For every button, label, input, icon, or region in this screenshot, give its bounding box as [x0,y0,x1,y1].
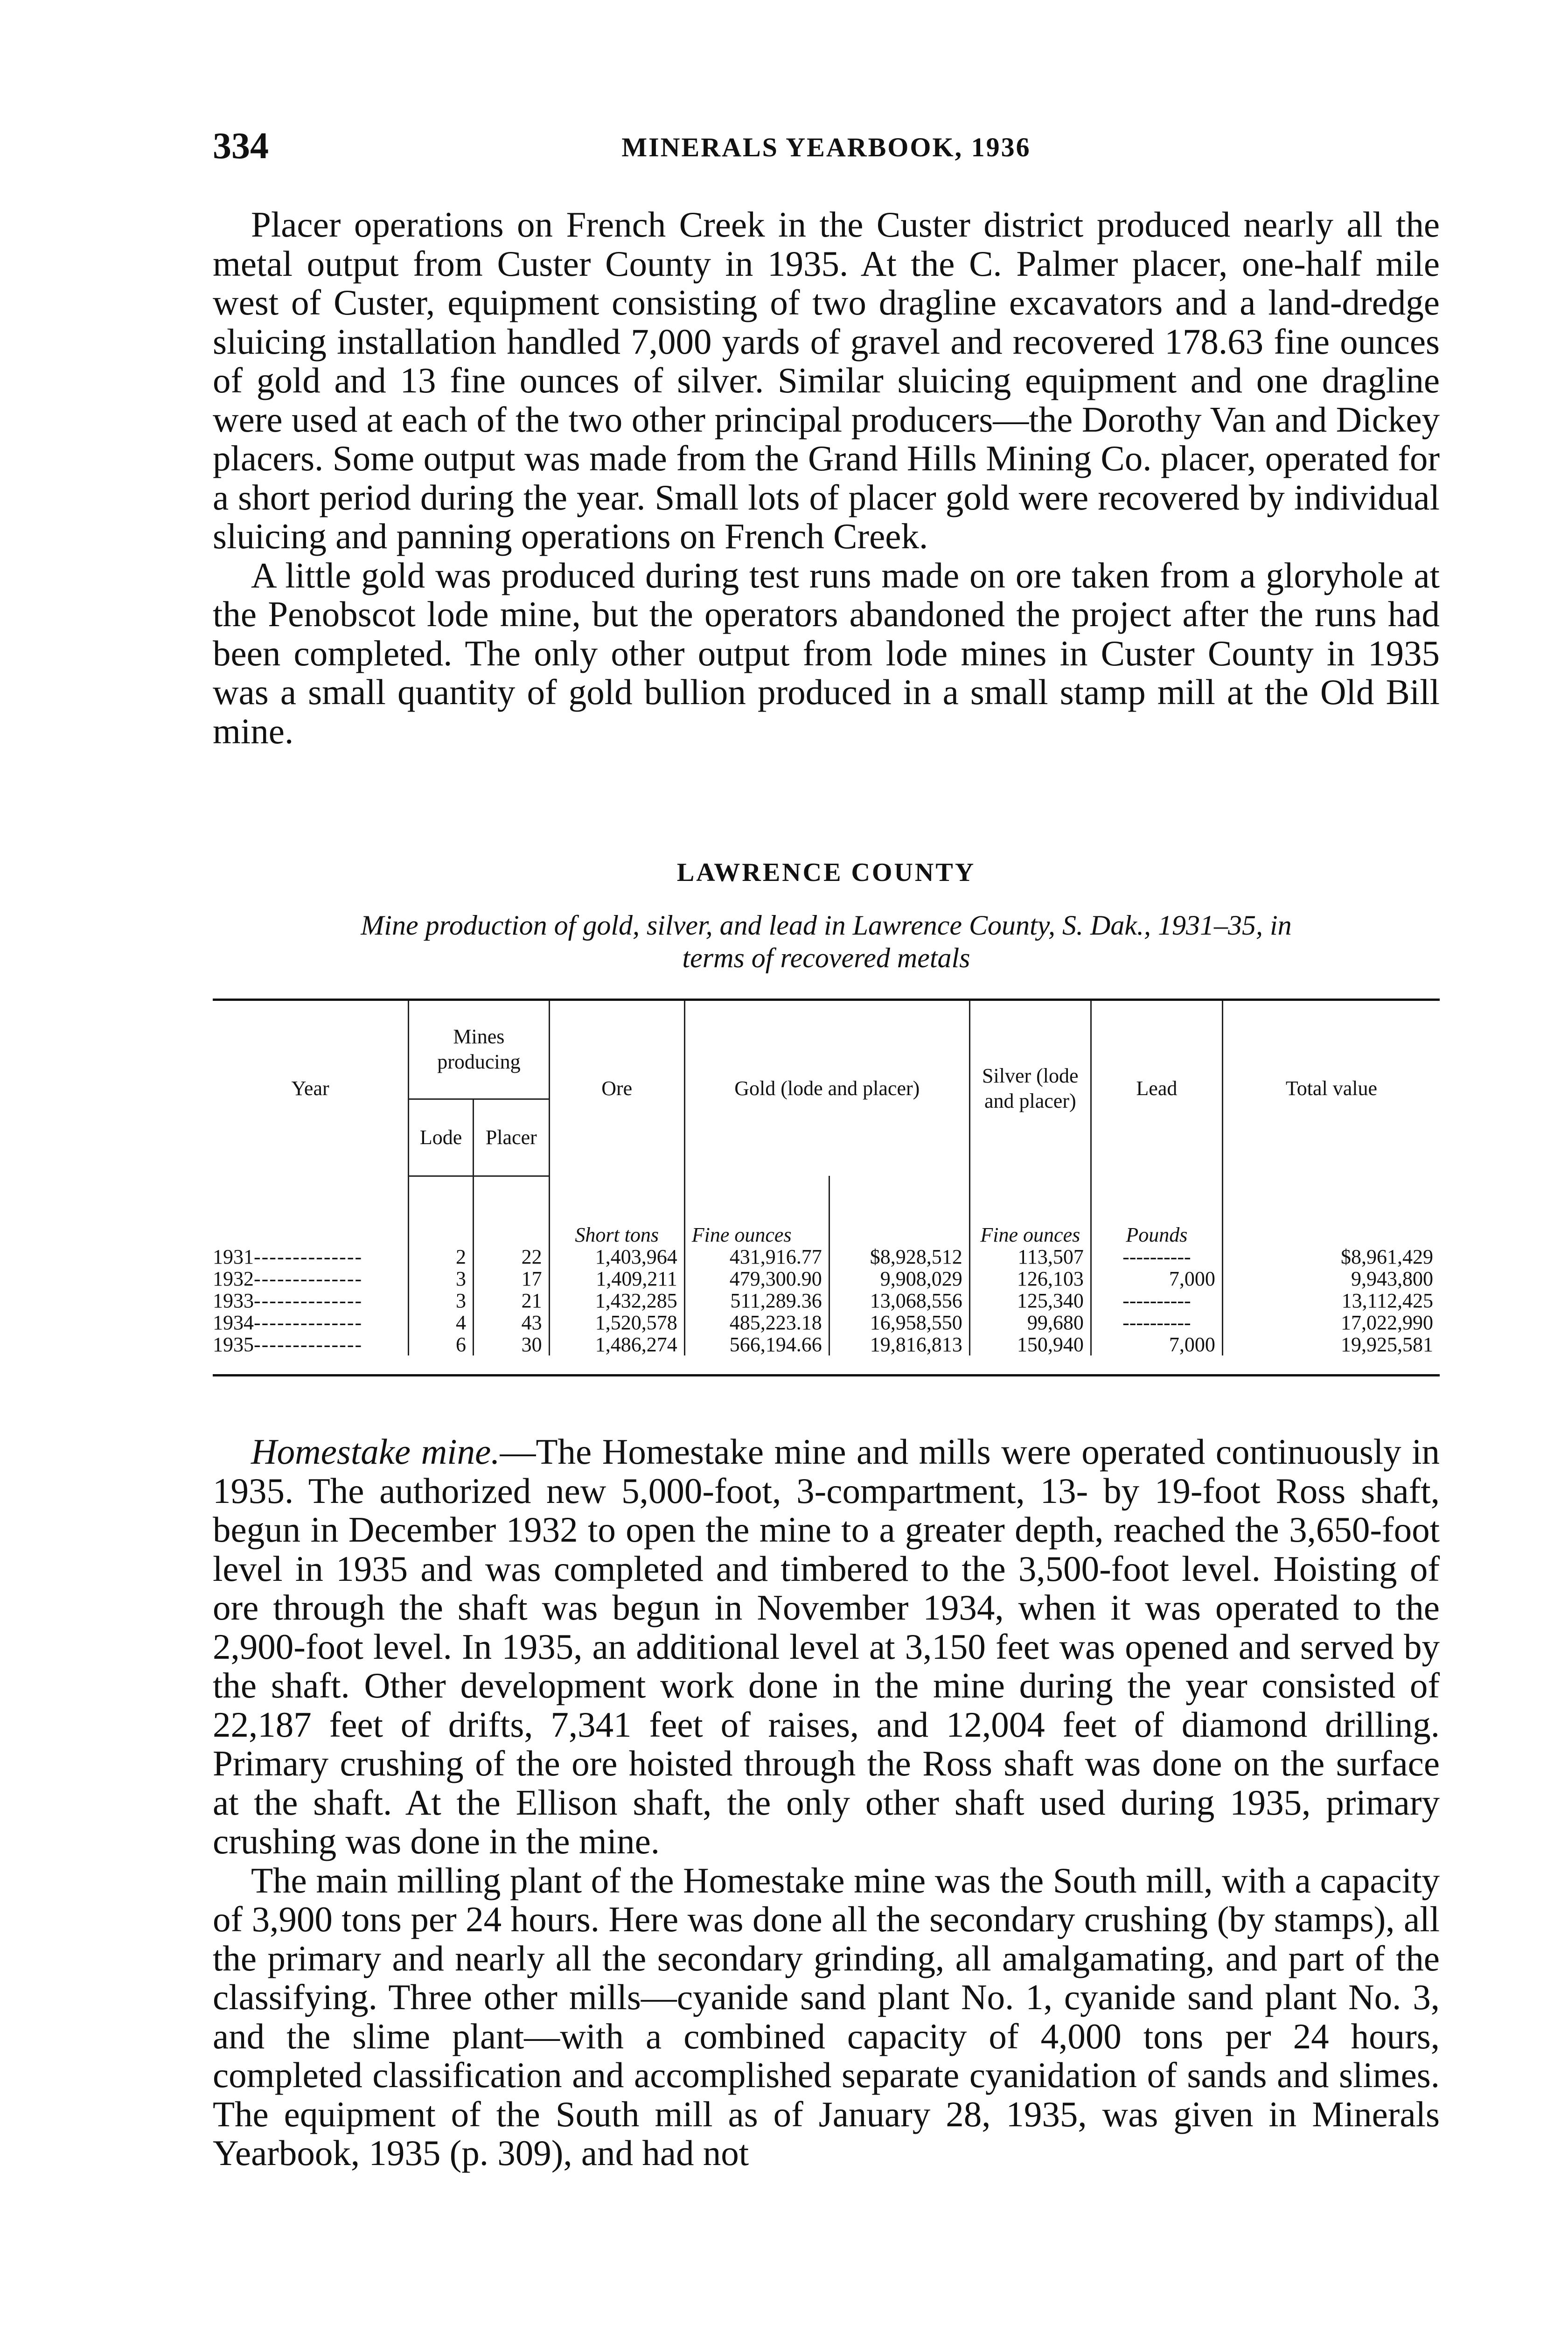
cell-silver: 125,340 [969,1290,1091,1312]
cell-total: $8,961,429 [1222,1246,1440,1268]
header-gold: Gold (lode and placer) [684,1001,969,1176]
cell-gold-oz: 511,289.36 [684,1290,829,1312]
cell-silver: 113,507 [969,1246,1091,1268]
cell-gold-value: 9,908,029 [829,1268,969,1290]
cell-gold-oz: 485,223.18 [684,1312,829,1334]
cell-lode: 4 [409,1312,474,1334]
cell-lead: 7,000 [1091,1268,1222,1290]
homestake-title: Homestake mine. [251,1432,500,1472]
header-lode: Lode [409,1099,474,1176]
units-row [213,1176,1440,1246]
cell-year: 1932 [213,1267,254,1290]
cell-lode: 2 [409,1246,474,1268]
production-table-container [213,999,1440,1376]
cell-total: 9,943,800 [1222,1268,1440,1290]
cell-year: 1931 [213,1245,254,1268]
cell-lode: 3 [409,1290,474,1312]
cell-year: 1933 [213,1289,254,1312]
table-row: 1932-------------- 3 17 1,409,211 479,300.90 9,908,029 126,103 7,000 9,943,800 [213,1268,1440,1290]
cell-year: 1935 [213,1333,254,1356]
cell-gold-value: 16,958,550 [829,1312,969,1334]
header-ore: Ore [549,1001,684,1176]
cell-placer: 22 [473,1246,549,1268]
header-total-value: Total value [1222,1001,1440,1176]
unit-gold-ounces: Fine ounces [684,1176,829,1246]
production-table [213,1001,1440,1355]
cell-lead: 7,000 [1091,1334,1222,1355]
section-title: LAWRENCE COUNTY [676,858,976,887]
header-silver: Silver (lode and placer) [969,1001,1091,1176]
intro-text [213,205,1440,751]
cell-total: 13,112,425 [1222,1290,1440,1312]
cell-total: 17,022,990 [1222,1312,1440,1334]
cell-gold-oz: 431,916.77 [684,1246,829,1268]
table-row: 1935-------------- 6 30 1,486,274 566,194.66 19,816,813 150,940 7,000 19,925,581 [213,1334,1440,1355]
cell-gold-value: 19,816,813 [829,1334,969,1355]
page-number: 334 [213,126,269,167]
cell-silver: 150,940 [969,1334,1091,1355]
cell-gold-value: 13,068,556 [829,1290,969,1312]
cell-ore: 1,432,285 [549,1290,684,1312]
unit-lead: Pounds [1091,1176,1222,1246]
running-title: MINERALS YEARBOOK, 1936 [621,132,1031,162]
cell-placer: 30 [473,1334,549,1355]
cell-ore: 1,486,274 [549,1334,684,1355]
table-row: 1931-------------- 2 22 1,403,964 431,916.77 $8,928,512 113,507 ---------- $8,961,429 [213,1246,1440,1268]
cell-lode: 6 [409,1334,474,1355]
cell-placer: 21 [473,1290,549,1312]
table-row: 1934-------------- 4 43 1,520,578 485,223.18 16,958,550 99,680 ---------- 17,022,990 [213,1312,1440,1334]
table-row: 1933-------------- 3 21 1,432,285 511,289.36 13,068,556 125,340 ---------- 13,112,425 [213,1290,1440,1312]
cell-silver: 126,103 [969,1268,1091,1290]
page-header [213,125,1440,167]
caption-line-2: terms of recovered metals [682,943,970,973]
cell-lead: ---------- [1091,1246,1222,1268]
cell-silver: 99,680 [969,1312,1091,1334]
table-caption [213,909,1440,974]
cell-lead: ---------- [1091,1290,1222,1312]
cell-placer: 17 [473,1268,549,1290]
header-mines-producing: Mines producing [409,1001,549,1099]
caption-line-1: Mine production of gold, silver, and lead in Lawrence County, S. Dak., 1931–35, in [361,910,1292,941]
homestake-paragraph-1: —The Homestake mine and mills were operated continuously in 1935. The authorized new 5,000-foot, 3-compartment, 13- by 19-foot Ross shaft, begun in December 1932 to open the mine to a greater depth, reached the 3,650-foot level in 1935 and was completed and timbered to the 3,500-foot level. Hoisting of ore through the shaft was begun in November 1934, when it was operated to the 2,900-foot level. In 1935, an additional level at 3,150 feet was opened and served by the shaft. Other development work done in the mine during the year consisted of 22,187 feet of drifts, 7,341 feet of raises, and 12,004 feet of diamond drilling. Primary crushing of the ore hoisted through the Ross shaft was done on the surface at the shaft. At the Ellison shaft, the only other shaft used during 1935, primary crushing was done in the mine. [213,1432,1440,1861]
header-placer: Placer [473,1099,549,1176]
cell-gold-value: $8,928,512 [829,1246,969,1268]
cell-lead: ---------- [1091,1312,1222,1334]
paragraph-south-mill: The main milling plant of the Homestake mine was the South mill, with a capacity of 3,900 tons per 24 hours. Here was done all the secondary crushing (by stamps), all the primary and nearly all the secondary grinding, all amalgamating, and part of the classifying. Three other mills—cyanide sand plant No. 1, cyanide sand plant No. 3, and the slime plant—with a combined capacity of 4,000 tons per 24 hours, completed classification and accomplished separate cyanidation of sands and slimes. The equipment of the South mill as of January 28, 1935, was given in Minerals Yearbook, 1935 (p. 309), and had not [213,1860,1440,2173]
cell-gold-oz: 479,300.90 [684,1268,829,1290]
unit-ore: Short tons [549,1176,684,1246]
header-year: Year [291,1076,329,1100]
cell-ore: 1,520,578 [549,1312,684,1334]
homestake-text [213,1432,1440,2173]
cell-total: 19,925,581 [1222,1334,1440,1355]
cell-ore: 1,403,964 [549,1246,684,1268]
cell-placer: 43 [473,1312,549,1334]
paragraph-penobscot: A little gold was produced during test runs made on ore taken from a gloryhole at the Penobscot lode mine, but the operators abandoned the project after the runs had been completed. The only other output from lode mines in Custer County in 1935 was a small quantity of gold bullion produced in a small stamp mill at the Old Bill mine. [213,555,1440,751]
paragraph-custer-placer: Placer operations on French Creek in the Custer district produced nearly all the metal output from Custer County in 1935. At the C. Palmer placer, one-half mile west of Custer, equipment consisting of two dragline excavators and a land-dredge sluicing installation handled 7,000 yards of gravel and recovered 178.63 fine ounces of gold and 13 fine ounces of silver. Similar sluicing equipment and one dragline were used at each of the two other principal producers—the Dorothy Van and Dickey placers. Some output was made from the Grand Hills Mining Co. placer, operated for a short period during the year. Small lots of placer gold were recovered by individual sluicing and panning operations on French Creek. [213,204,1440,556]
header-lead: Lead [1091,1001,1222,1176]
cell-ore: 1,409,211 [549,1268,684,1290]
unit-silver: Fine ounces [969,1176,1091,1246]
cell-lode: 3 [409,1268,474,1290]
paragraph-homestake [213,1432,1440,1861]
cell-year: 1934 [213,1311,254,1334]
cell-gold-oz: 566,194.66 [684,1334,829,1355]
